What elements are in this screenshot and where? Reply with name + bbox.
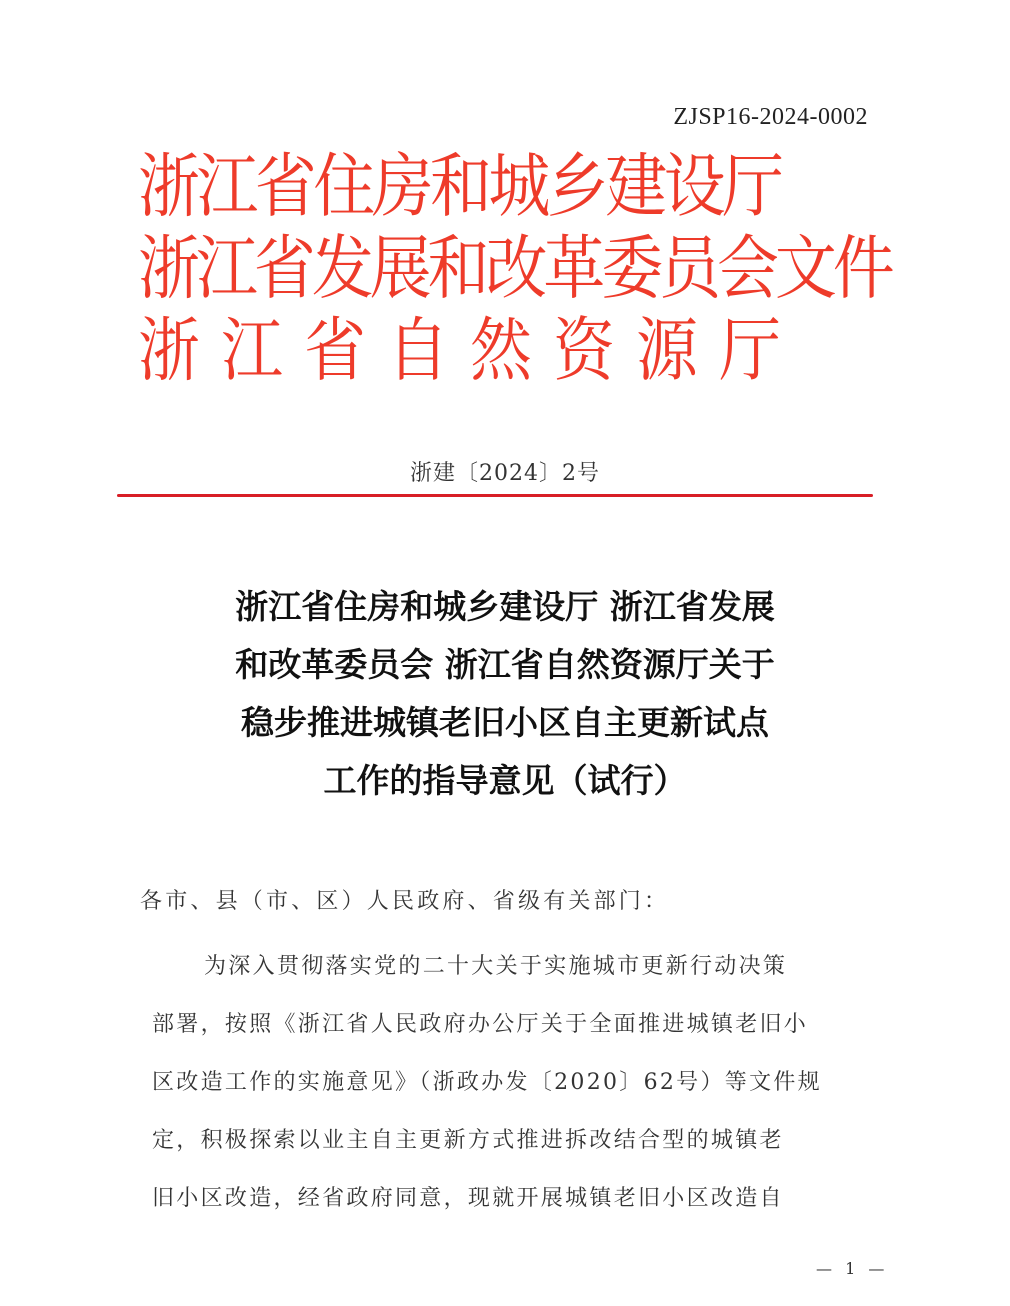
red-divider-rule [117, 494, 873, 497]
issuer-header-line-2: 浙江省发展和改革委员会文件 [138, 227, 891, 310]
title-line-3: 稳步推进城镇老旧小区自主更新试点 [241, 703, 769, 742]
body-line-1: 为深入贯彻落实党的二十大关于实施城市更新行动决策 [204, 954, 788, 979]
issuer-header-line-3: 浙江省自然资源厅 [138, 309, 803, 392]
title-line-2: 和改革委员会 浙江省自然资源厅关于 [235, 645, 775, 684]
document-title [0, 578, 1010, 810]
body-line-5: 旧小区改造，经省政府同意，现就开展城镇老旧小区改造自 [152, 1186, 784, 1211]
body-line-3: 区改造工作的实施意见》（浙政办发〔2020〕62号）等文件规 [152, 1070, 822, 1095]
page-number: — 1 — [816, 1259, 889, 1278]
document-code: ZJSP16-2024-0002 [673, 104, 868, 130]
title-line-1: 浙江省住房和城乡建设厅 浙江省发展 [235, 587, 775, 626]
title-line-4: 工作的指导意见（试行） [323, 761, 687, 800]
salutation: 各市、县（市、区）人民政府、省级有关部门： [140, 889, 670, 914]
body-text [152, 938, 852, 1228]
document-number: 浙建〔2024〕2号 [410, 461, 600, 486]
body-line-4: 定，积极探索以业主自主更新方式推进拆改结合型的城镇老 [152, 1128, 784, 1153]
body-line-2: 部署，按照《浙江省人民政府办公厅关于全面推进城镇老旧小 [152, 1012, 809, 1037]
issuer-header-line-1: 浙江省住房和城乡建设厅 [138, 145, 781, 228]
